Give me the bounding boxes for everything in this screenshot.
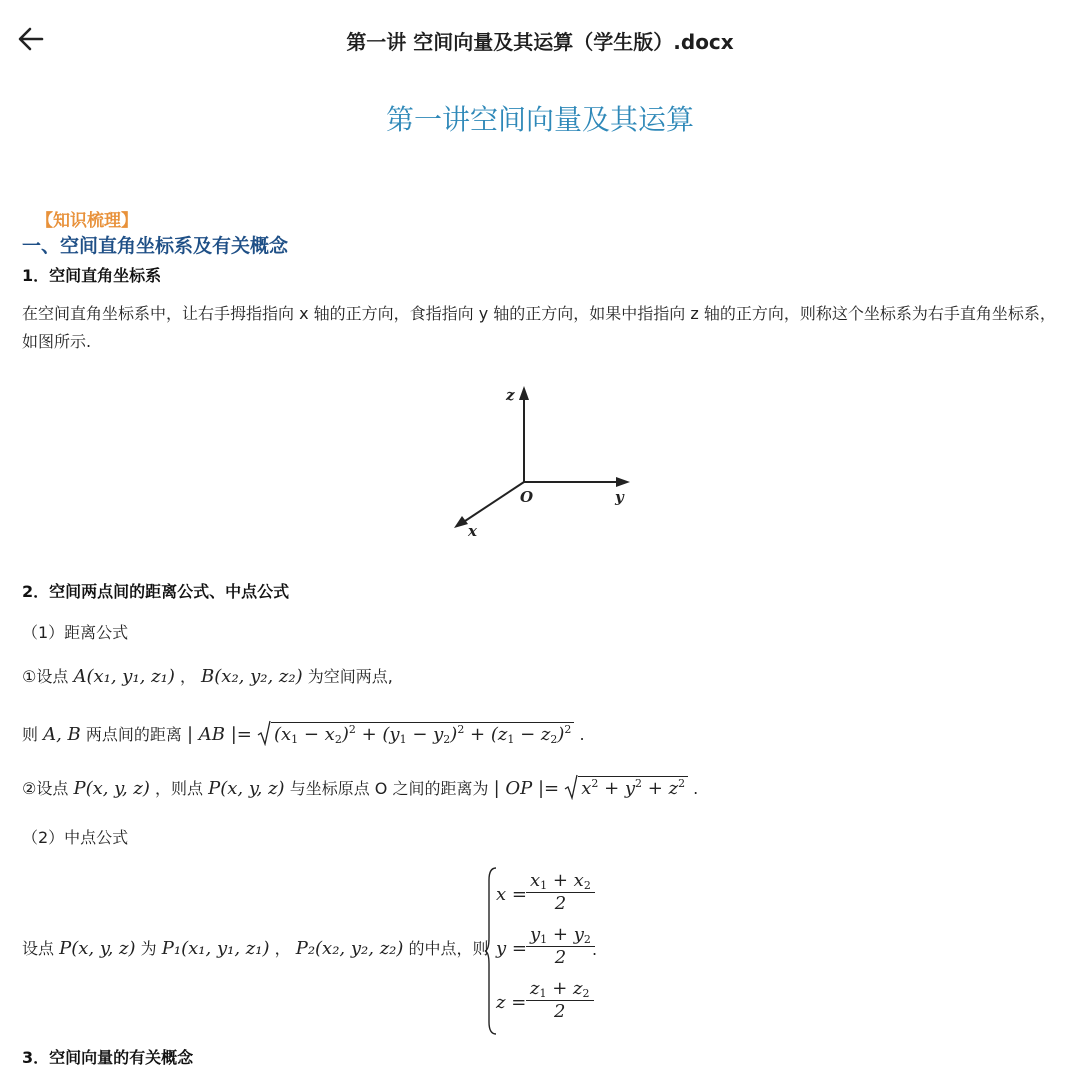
- origin-distance-radical: [564, 776, 688, 799]
- text: .: [579, 725, 585, 744]
- x-fraction: [526, 870, 595, 914]
- text: ，则点: [155, 779, 204, 798]
- page-title: 第一讲空间向量及其运算: [385, 103, 694, 136]
- text: 为空间两点,: [307, 667, 393, 686]
- text: 与坐标原点 O 之间的距离为: [289, 779, 489, 798]
- x-axis: [454, 482, 524, 528]
- point-P: P(x, y, z): [59, 938, 136, 959]
- text: ，: [179, 667, 196, 686]
- text: ①设点: [22, 667, 69, 686]
- z-denominator: 2: [554, 1001, 566, 1022]
- origin-distance-lhs: | OP |=: [493, 778, 560, 799]
- x-axis-label: x: [468, 522, 477, 540]
- knowledge-tag: 【知识梳理】: [36, 211, 138, 231]
- y-axis: [524, 477, 630, 487]
- origin-label: O: [520, 488, 534, 506]
- distance-radical: [257, 722, 574, 746]
- x-denominator: 2: [554, 893, 567, 914]
- z-axis-label: z: [506, 386, 515, 404]
- point-A: A(x₁, y₁, z₁): [73, 666, 175, 687]
- subheading-vector-concepts: 3．空间向量的有关概念: [22, 1048, 194, 1067]
- radical-sign: [564, 774, 578, 800]
- origin-distance-radicand: $x^2 + y^2 + z^2$: [578, 776, 688, 799]
- point-P2: P₂(x₂, y₂, z₂): [295, 938, 404, 959]
- subheading-coordinate-system: 1．空间直角坐标系: [22, 266, 162, 285]
- coordinate-axes-figure: [440, 378, 650, 543]
- z-axis: [519, 386, 529, 482]
- paragraph-right-hand-system: 在空间直角坐标系中，让右手拇指指向 x 轴的正方向，食指指向 y 轴的正方向，如果中指指向 z 轴的正方向，则称这个坐标系为右手直角坐标系，如图所示.: [22, 304, 1056, 351]
- window-title: 第一讲 空间向量及其运算（学生版）.docx: [346, 30, 734, 54]
- section-heading-1: 一、空间直角坐标系及有关概念: [22, 235, 289, 257]
- formula-line-midpoint: [22, 936, 489, 959]
- text: 设点: [22, 939, 55, 958]
- x-lhs: x =: [496, 884, 527, 905]
- point-P: P(x, y, z): [73, 778, 150, 799]
- point-P1: P₁(x₁, y₁, z₁): [161, 938, 270, 959]
- midpoint-equation-system: [484, 866, 624, 1036]
- radical-sign: [257, 720, 271, 746]
- text: 则: [22, 725, 39, 744]
- text: .: [693, 779, 699, 798]
- text: 两点间的距离: [85, 725, 182, 744]
- y-fraction: [526, 924, 598, 968]
- y-denominator: 2: [554, 947, 567, 968]
- text: 为: [140, 939, 157, 958]
- formula-line-distance: [22, 722, 585, 746]
- text: ②设点: [22, 779, 69, 798]
- text: 的中点，则: [408, 939, 489, 958]
- item-midpoint-formula: （2）中点公式: [22, 828, 129, 847]
- item-distance-formula: （1）距离公式: [22, 623, 129, 642]
- distance-radicand: $(x_1 - x_2)^2 + (y_1 - y_2)^2 + (z_1 - z_2)^2$: [271, 722, 574, 746]
- formula-line-origin-distance: [22, 776, 698, 799]
- point-P: P(x, y, z): [208, 778, 285, 799]
- y-numerator: $y_1 + y_2$: [526, 924, 595, 947]
- top-bar: [0, 0, 1080, 78]
- x-numerator: $x_1 + x_2$: [526, 870, 595, 893]
- points-AB: A, B: [43, 724, 81, 745]
- z-fraction: [526, 978, 594, 1022]
- z-numerator: $z_1 + z_2$: [526, 978, 594, 1001]
- y-axis-label: y: [615, 488, 624, 506]
- z-lhs: z =: [496, 992, 527, 1013]
- y-lhs: y =: [496, 938, 527, 959]
- distance-lhs: | AB |=: [186, 724, 252, 745]
- formula-line-points: [22, 664, 393, 687]
- point-B: B(x₂, y₂, z₂): [201, 666, 303, 687]
- system-end-period: .: [592, 940, 598, 959]
- subheading-distance-midpoint: 2．空间两点间的距离公式、中点公式: [22, 582, 290, 601]
- text: ，: [274, 939, 291, 958]
